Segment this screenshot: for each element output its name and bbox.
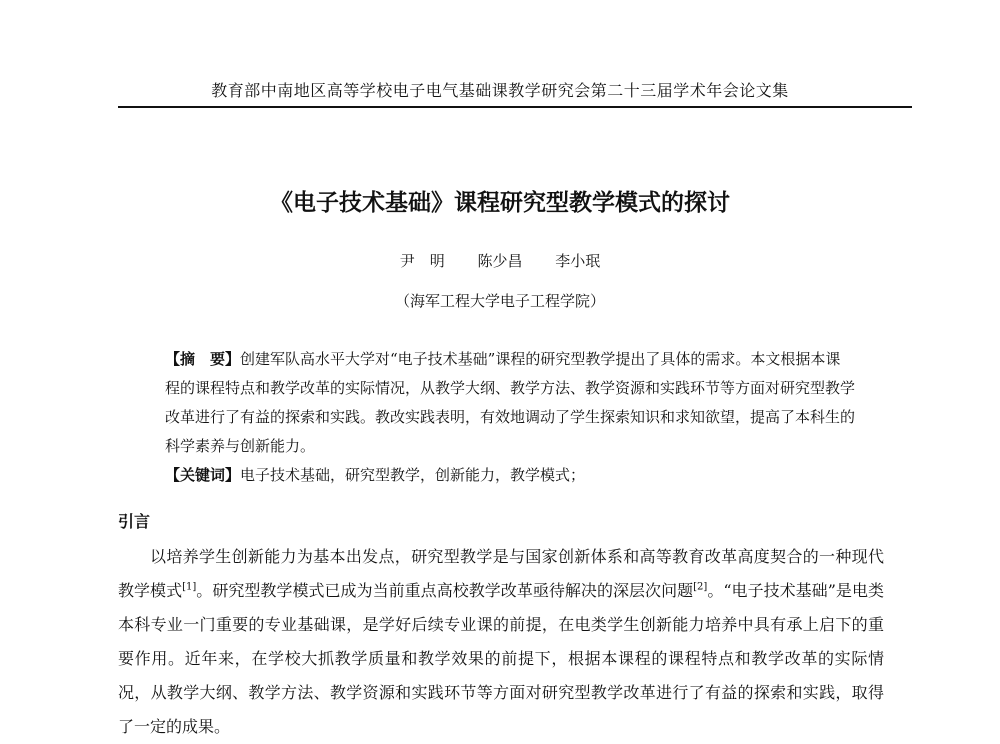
abstract-label: 【摘 要】: [165, 350, 241, 368]
keywords-text: 电子技术基础，研究型教学，创新能力，教学模式；: [240, 466, 586, 484]
paper-title: 《电子技术基础》课程研究型教学模式的探讨: [270, 190, 730, 216]
running-header: 教育部中南地区高等学校电子电气基础课教学研究会第二十三届学术年会论文集: [211, 81, 789, 100]
section-heading-intro: 引言: [118, 512, 151, 531]
intro-paragraph: [118, 540, 884, 744]
intro-text: 。“电子技术基础”是电类本科专业一门重要的专业基础课，是学好后续专业课的前提，在电类学生创新能力培养中具有承上启下的重要作用。近年来，在学校大抓教学质量和教学效果的前提下，根据本课程的课程特点和教学改革的实际情况，从教学大纲、教学方法、教学资源和实践环节等方面对研究型教学改革进行了有益的探索和实践，取得了一定的成果。: [118, 581, 884, 736]
abstract-text: 创建军队高水平大学对“电子技术基础”课程的研究型教学提出了具体的需求。本文根据本课程的课程特点和教学改革的实际情况，从教学大纲、教学方法、教学资源和实践环节等方面对研究型教学改革进行了有益的探索和实践。教改实践表明，有效地调动了学生探索知识和求知欲望，提高了本科生的科学素养与创新能力。: [165, 350, 856, 455]
citation-ref: [1]: [182, 581, 197, 593]
abstract-block: [165, 345, 855, 490]
author-name: 李小珉: [555, 252, 601, 270]
author-name: 陈少昌: [477, 252, 523, 270]
author-name: 尹 明: [399, 252, 445, 270]
abstract-paragraph: [165, 345, 855, 461]
header-rule: [118, 106, 912, 108]
keywords-label: 【关键词】: [165, 466, 241, 484]
affiliation: （海军工程大学电子工程学院）: [394, 292, 605, 310]
keywords-paragraph: [165, 461, 855, 490]
citation-ref: [2]: [693, 581, 708, 593]
intro-text: 以培养学生创新能力为基本出发点，研究型教学是与国家创新体系和高等教育改革高度契合的一种现代教学模式: [118, 547, 884, 600]
author-list: [0, 250, 1000, 271]
intro-text: 。研究型教学模式已成为当前重点高校教学改革亟待解决的深层次问题: [196, 581, 694, 600]
